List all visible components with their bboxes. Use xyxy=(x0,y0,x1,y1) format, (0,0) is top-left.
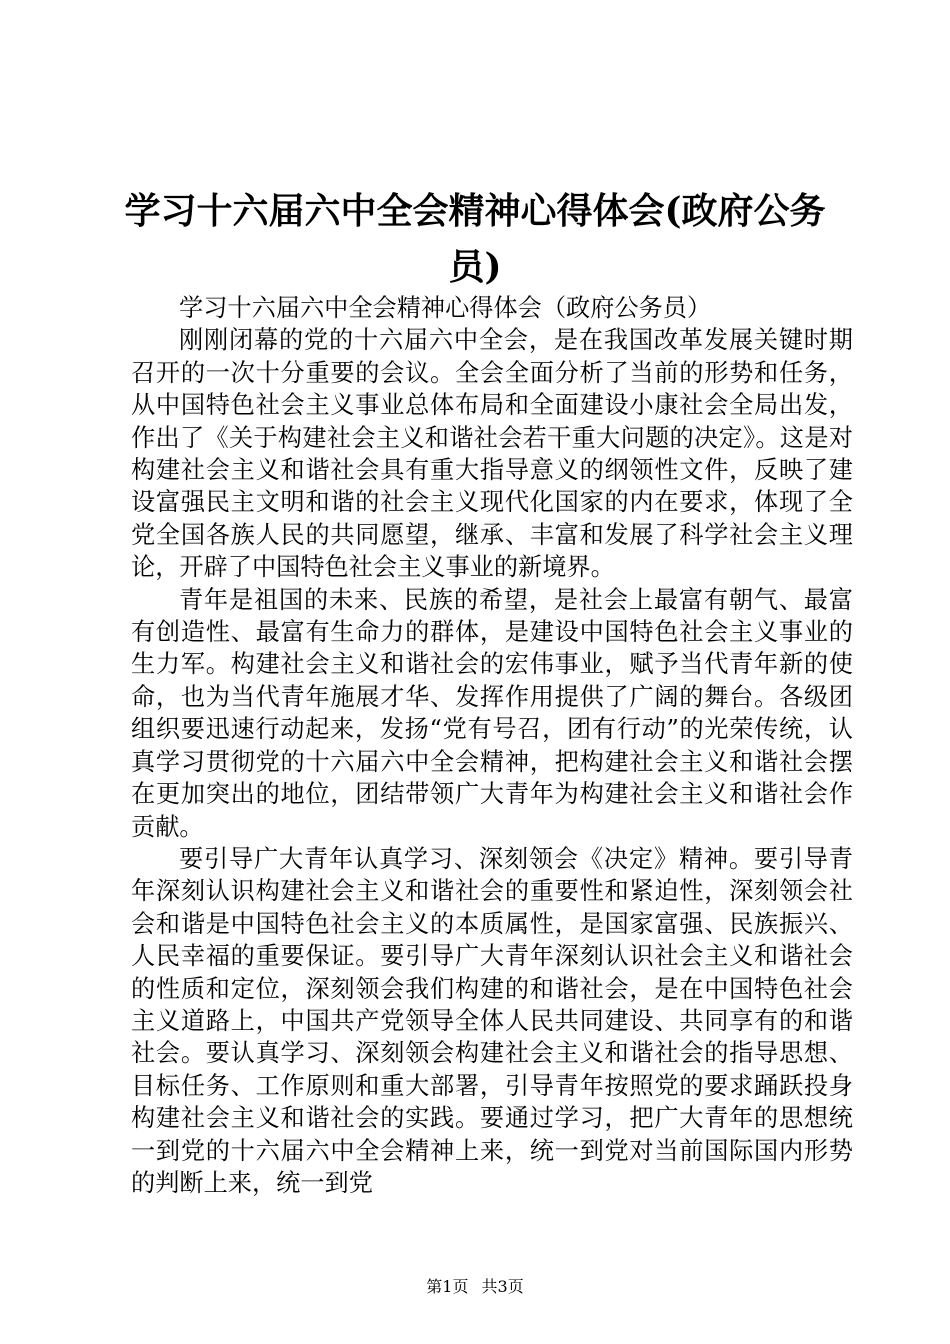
paragraph-1: 刚刚闭幕的党的十六届六中全会，是在我国改革发展关键时期召开的一次十分重要的会议。全会全面分析了当前的形势和任务，从中国特色社会主义事业总体布局和全面建设小康社会全局出发，作出了《关于构建社会主义和谐社会若干重大问题的决定》。这是对构建社会主义和谐社会具有重大指导意义的纲领性文件，反映了建设富强民主文明和谐的社会主义现代化国家的内在要求，体现了全党全国各族人民的共同愿望，继承、丰富和发展了科学社会主义理论，开辟了中国特色社会主义事业的新境界。 xyxy=(131,326,853,582)
paragraph-3: 要引导广大青年认真学习、深刻领会《决定》精神。要引导青年深刻认识构建社会主义和谐社会的重要性和紧迫性，深刻领会社会和谐是中国特色社会主义的本质属性，是国家富强、民族振兴、人民幸福的重要保证。要引导广大青年深刻认识社会主义和谐社会的性质和定位，深刻领会我们构建的和谐社会，是在中国特色社会主义道路上，中国共产党领导全体人民共同建设、共同享有的和谐社会。要认真学习、深刻领会构建社会主义和谐社会的指导思想、目标任务、工作原则和重大部署，引导青年按照党的要求踊跃投身构建社会主义和谐社会的实践。要通过学习，把广大青年的思想统一到党的十六届六中全会精神上来，统一到党对当前国际国内形势的判断上来，统一到党 xyxy=(131,844,853,1197)
paragraph-2: 青年是祖国的未来、民族的希望，是社会上最富有朝气、最富有创造性、最富有生命力的群体，是建设中国特色社会主义事业的生力军。构建社会主义和谐社会的宏伟事业，赋予当代青年新的使命，也为当代青年施展才华、发挥作用提供了广阔的舞台。各级团组织要迅速行动起来，发扬“党有号召，团有行动”的光荣传统，认真学习贯彻党的十六届六中全会精神，把构建社会主义和谐社会摆在更加突出的地位，团结带领广大青年为构建社会主义和谐社会作贡献。 xyxy=(131,585,853,841)
document-subtitle: 学习十六届六中全会精神心得体会（政府公务员） xyxy=(179,294,712,322)
document-title: 学习十六届六中全会精神心得体会(政府公务员) xyxy=(124,190,826,288)
page-number-total: 共3页 xyxy=(481,1277,524,1296)
document-body xyxy=(131,292,853,1199)
page-number-current: 第1页 xyxy=(426,1277,469,1296)
page-footer xyxy=(0,1276,950,1298)
